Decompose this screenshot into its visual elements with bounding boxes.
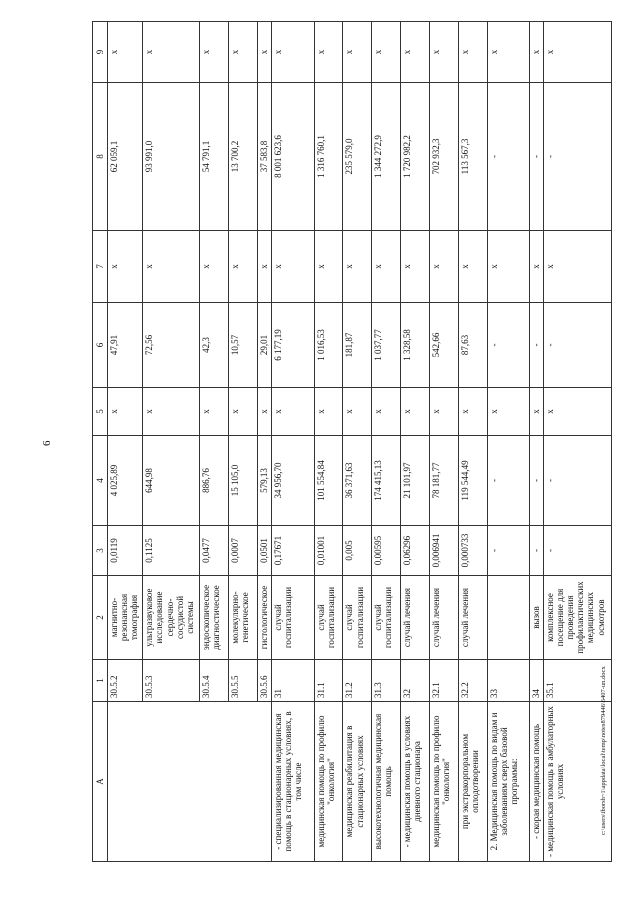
table-cell-c4: 78 181,77 xyxy=(429,436,458,526)
table-cell-c9: х xyxy=(143,22,200,83)
table-cell-c1: 30.5.6 xyxy=(258,660,272,702)
table-cell-c4: - xyxy=(544,436,612,526)
table-cell-c1: 31 xyxy=(271,660,314,702)
table-cell-c4: 579,13 xyxy=(258,436,272,526)
table-cell-c4: 119 544,49 xyxy=(458,436,487,526)
table-cell-c2 xyxy=(487,576,530,660)
table-cell-c5: х xyxy=(143,388,200,436)
table-cell-c3: 0,06296 xyxy=(401,526,430,576)
table-cell-c1: 30.5.3 xyxy=(143,660,200,702)
table-cell-c6: 1 037,77 xyxy=(372,303,401,388)
table-cell-c2: магнитно-резонансная томография xyxy=(107,576,142,660)
table-row xyxy=(372,22,401,862)
table-cell-c7: х xyxy=(258,231,272,303)
table-cell-c6: 47,91 xyxy=(107,303,142,388)
table-cell-c7: х xyxy=(271,231,314,303)
table-cell-c3: 0,005 xyxy=(343,526,372,576)
row-label-cell: медицинская помощь по профилю "онкология" xyxy=(314,702,343,862)
table-cell-c3: - xyxy=(530,526,544,576)
table-cell-c8: 1 720 982,2 xyxy=(401,83,430,231)
table-cell-c9: х xyxy=(530,22,544,83)
table-cell-c2: ультразвуковое исследование сердечно-сосудистой системы xyxy=(143,576,200,660)
table-cell-c5: х xyxy=(401,388,430,436)
table-cell-c5: х xyxy=(487,388,530,436)
table-row xyxy=(258,22,272,862)
column-header-6: 6 xyxy=(93,303,108,388)
table-cell-c5: х xyxy=(229,388,258,436)
table-cell-c7: х xyxy=(372,231,401,303)
table-cell-c5: х xyxy=(343,388,372,436)
table-row xyxy=(143,22,200,862)
table-cell-c2: случай госпитализации xyxy=(372,576,401,660)
table-row xyxy=(229,22,258,862)
table-cell-c1: 32.2 xyxy=(458,660,487,702)
page-number: 6 xyxy=(41,440,53,446)
table-cell-c4: 4 025,89 xyxy=(107,436,142,526)
table-cell-c3: 0,0119 xyxy=(107,526,142,576)
table-cell-c8: 62 059,1 xyxy=(107,83,142,231)
table-row xyxy=(429,22,458,862)
table-cell-c8: 37 583,8 xyxy=(258,83,272,231)
table-cell-c4: 15 105,0 xyxy=(229,436,258,526)
table-cell-c8: 113 567,3 xyxy=(458,83,487,231)
table-cell-c9: х xyxy=(458,22,487,83)
table-row xyxy=(401,22,430,862)
table-cell-c1: 31.2 xyxy=(343,660,372,702)
table-cell-c5: х xyxy=(314,388,343,436)
table-cell-c6: 6 177,19 xyxy=(271,303,314,388)
table-cell-c3: 0,1125 xyxy=(143,526,200,576)
row-label-cell: - медицинская помощь в условиях дневного стационара xyxy=(401,702,430,862)
row-label-cell xyxy=(200,702,229,862)
table-cell-c4: 101 554,84 xyxy=(314,436,343,526)
table-cell-c3: 0,17671 xyxy=(271,526,314,576)
row-label-cell: медицинская реабилитация в стационарных условиях xyxy=(343,702,372,862)
table-cell-c3: 0,00595 xyxy=(372,526,401,576)
table-cell-c3: - xyxy=(544,526,612,576)
table-cell-c8: 54 791,1 xyxy=(200,83,229,231)
table-cell-c6: 10,57 xyxy=(229,303,258,388)
table-cell-c4: 644,98 xyxy=(143,436,200,526)
table-cell-c6: - xyxy=(544,303,612,388)
row-label-cell: - скорая медицинская помощь xyxy=(530,702,544,862)
table-cell-c7: х xyxy=(314,231,343,303)
table-row xyxy=(530,22,544,862)
table-cell-c2: случай госпитализации xyxy=(314,576,343,660)
table-cell-c7: х xyxy=(200,231,229,303)
table-cell-c7: х xyxy=(229,231,258,303)
table-cell-c2: случай госпитализации xyxy=(343,576,372,660)
row-label-cell: 2. Медицинская помощь по видам и заболеваниям сверх базовой программы: xyxy=(487,702,530,862)
table-cell-c6: 1 328,58 xyxy=(401,303,430,388)
table-cell-c3: 0,0477 xyxy=(200,526,229,576)
row-label-cell xyxy=(107,702,142,862)
table-row xyxy=(487,22,530,862)
table-cell-c6: 87,63 xyxy=(458,303,487,388)
table-cell-c1: 30.5.4 xyxy=(200,660,229,702)
table-cell-c6: - xyxy=(487,303,530,388)
table-cell-c1: 32.1 xyxy=(429,660,458,702)
table-cell-c5: х xyxy=(458,388,487,436)
table-cell-c2: случай госпитализации xyxy=(271,576,314,660)
table-cell-c3: 0,000733 xyxy=(458,526,487,576)
table-cell-c8: 1 344 272,9 xyxy=(372,83,401,231)
table-cell-c7: х xyxy=(458,231,487,303)
table-cell-c4: 174 415,13 xyxy=(372,436,401,526)
table-cell-c1: 31.3 xyxy=(372,660,401,702)
footer-file-path: c:\users\iborsh~1\appdata\local\temp\notes879446\6407-un.docx xyxy=(600,666,607,835)
table-cell-c1: 31.1 xyxy=(314,660,343,702)
table-cell-c9: х xyxy=(372,22,401,83)
table-cell-c5: х xyxy=(429,388,458,436)
column-header-8: 8 xyxy=(93,83,108,231)
table-cell-c7: х xyxy=(107,231,142,303)
column-header-4: 4 xyxy=(93,436,108,526)
table-cell-c5: х xyxy=(200,388,229,436)
table-cell-c2: случай лечения xyxy=(458,576,487,660)
table-cell-c4: 886,76 xyxy=(200,436,229,526)
table-cell-c6: 1 016,53 xyxy=(314,303,343,388)
row-label-cell: - специализированная медицинская помощь в стационарных условиях, в том числе xyxy=(271,702,314,862)
table-cell-c3: 0,01001 xyxy=(314,526,343,576)
table-row xyxy=(458,22,487,862)
table-cell-c9: х xyxy=(343,22,372,83)
table-cell-c2: комплексное посещение для проведения профилактических медицинских осмотров xyxy=(544,576,612,660)
table-cell-c5: х xyxy=(107,388,142,436)
table-cell-c7: х xyxy=(487,231,530,303)
table-cell-c6: 72,56 xyxy=(143,303,200,388)
row-label-cell: высокотехнологичная медицинская помощь xyxy=(372,702,401,862)
table-cell-c1: 33 xyxy=(487,660,530,702)
table-cell-c9: х xyxy=(544,22,612,83)
table-cell-c3: 0,006941 xyxy=(429,526,458,576)
table-cell-c5: х xyxy=(372,388,401,436)
table-cell-c1: 35.1 xyxy=(544,660,612,702)
table-cell-c2: вызов xyxy=(530,576,544,660)
rotated-table-container xyxy=(92,22,612,862)
table-cell-c6: 29,01 xyxy=(258,303,272,388)
table-cell-c9: х xyxy=(429,22,458,83)
header-row xyxy=(93,22,108,862)
table-cell-c8: - xyxy=(530,83,544,231)
table-cell-c9: х xyxy=(271,22,314,83)
row-label-cell: при экстракорпоральном оплодотворении xyxy=(458,702,487,862)
table-cell-c3: 0,0501 xyxy=(258,526,272,576)
table-cell-c7: х xyxy=(401,231,430,303)
table-cell-c8: 702 932,3 xyxy=(429,83,458,231)
table-cell-c5: х xyxy=(544,388,612,436)
table-cell-c8: - xyxy=(487,83,530,231)
table-cell-c4: - xyxy=(487,436,530,526)
table-cell-c5: х xyxy=(271,388,314,436)
table-row xyxy=(107,22,142,862)
table-cell-c2: случай лечения xyxy=(401,576,430,660)
table-cell-c6: 181,87 xyxy=(343,303,372,388)
table-cell-c1: 30.5.2 xyxy=(107,660,142,702)
row-label-cell: медицинская помощь по профилю "онкология" xyxy=(429,702,458,862)
row-label-cell xyxy=(143,702,200,862)
table-cell-c7: х xyxy=(429,231,458,303)
table-cell-c8: 235 579,0 xyxy=(343,83,372,231)
table-cell-c8: - xyxy=(544,83,612,231)
table-cell-c8: 1 316 760,1 xyxy=(314,83,343,231)
table-cell-c1: 32 xyxy=(401,660,430,702)
column-header-2: 2 xyxy=(93,576,108,660)
row-label-cell xyxy=(229,702,258,862)
data-table xyxy=(92,21,612,862)
table-cell-c1: 30.5.5 xyxy=(229,660,258,702)
table-cell-c4: - xyxy=(530,436,544,526)
table-cell-c2: гистологическое xyxy=(258,576,272,660)
table-cell-c1: 34 xyxy=(530,660,544,702)
column-header-0: А xyxy=(93,702,108,862)
column-header-5: 5 xyxy=(93,388,108,436)
table-cell-c2: молекулярно-генетическое xyxy=(229,576,258,660)
table-cell-c7: х xyxy=(143,231,200,303)
table-cell-c5: х xyxy=(530,388,544,436)
table-row xyxy=(271,22,314,862)
table-cell-c7: х xyxy=(544,231,612,303)
table-cell-c9: х xyxy=(200,22,229,83)
column-header-3: 3 xyxy=(93,526,108,576)
table-cell-c8: 13 700,2 xyxy=(229,83,258,231)
table-row xyxy=(314,22,343,862)
table-cell-c8: 8 001 623,6 xyxy=(271,83,314,231)
table-cell-c3: 0,0007 xyxy=(229,526,258,576)
row-label-cell xyxy=(258,702,272,862)
table-cell-c7: х xyxy=(343,231,372,303)
table-row xyxy=(200,22,229,862)
table-cell-c2: случай лечения xyxy=(429,576,458,660)
table-cell-c9: х xyxy=(401,22,430,83)
table-cell-c2: эндоскопическое диагностическое xyxy=(200,576,229,660)
column-header-7: 7 xyxy=(93,231,108,303)
table-cell-c9: х xyxy=(229,22,258,83)
table-cell-c4: 36 371,63 xyxy=(343,436,372,526)
row-label-cell: - медицинская помощь в амбулаторных условиях xyxy=(544,702,612,862)
column-header-1: 1 xyxy=(93,660,108,702)
table-cell-c7: х xyxy=(530,231,544,303)
table-cell-c3: - xyxy=(487,526,530,576)
table-cell-c8: 93 991,0 xyxy=(143,83,200,231)
table-cell-c9: х xyxy=(258,22,272,83)
table-cell-c9: х xyxy=(107,22,142,83)
column-header-9: 9 xyxy=(93,22,108,83)
table-cell-c9: х xyxy=(314,22,343,83)
table-cell-c4: 34 956,70 xyxy=(271,436,314,526)
table-cell-c9: х xyxy=(487,22,530,83)
table-cell-c4: 21 101,97 xyxy=(401,436,430,526)
table-cell-c6: 42,3 xyxy=(200,303,229,388)
table-cell-c5: х xyxy=(258,388,272,436)
table-cell-c6: - xyxy=(530,303,544,388)
table-row xyxy=(343,22,372,862)
table-cell-c6: 542,66 xyxy=(429,303,458,388)
